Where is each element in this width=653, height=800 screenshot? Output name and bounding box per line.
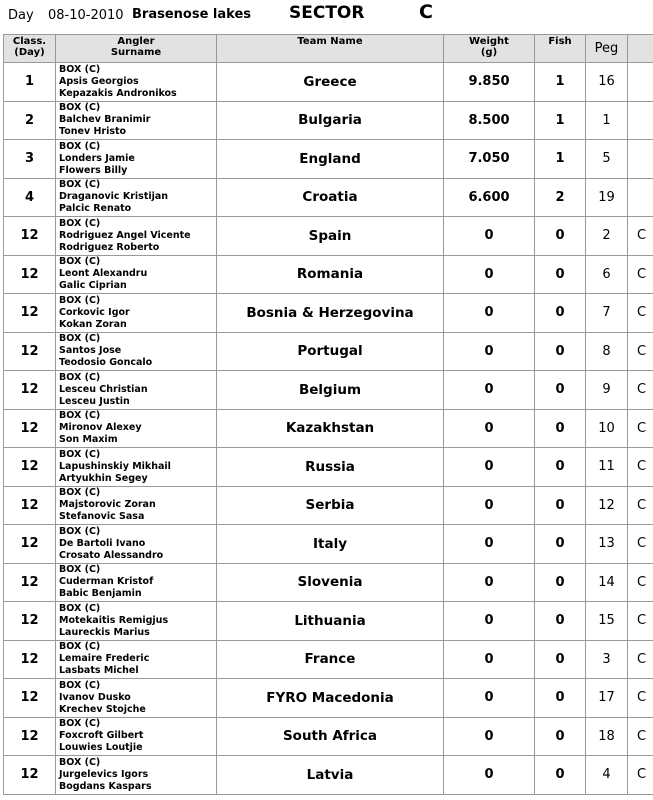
class-cell: 12 — [4, 525, 56, 564]
column-header-team: Team Name — [217, 35, 444, 63]
fish-cell: 0 — [535, 448, 586, 487]
weight-cell: 0 — [444, 640, 535, 679]
class-cell: 12 — [4, 602, 56, 641]
fish-cell: 1 — [535, 101, 586, 140]
team-cell: Italy — [217, 525, 444, 564]
angler-name-1: Lapushinskiy Mikhail — [59, 460, 171, 472]
team-cell: Belgium — [217, 371, 444, 410]
angler-name-1: Foxcroft Gilbert — [59, 730, 144, 742]
angler-name-1: Leont Alexandru — [59, 268, 148, 280]
peg-cell: 12 — [586, 486, 628, 525]
angler-name-2: Lesceu Justin — [59, 395, 130, 407]
table-body — [4, 63, 653, 795]
team-cell: Romania — [217, 255, 444, 294]
angler-cell — [56, 101, 217, 140]
angler-cell — [56, 640, 217, 679]
class-cell: 3 — [4, 140, 56, 179]
class-cell: 12 — [4, 640, 56, 679]
angler-name-2: Rodriguez Roberto — [59, 241, 160, 253]
angler-cell — [56, 63, 217, 102]
angler-name-1: Lesceu Christian — [59, 383, 148, 395]
box-label: BOX (C) — [59, 410, 101, 422]
table-row — [4, 255, 653, 294]
peg-cell: 3 — [586, 640, 628, 679]
angler-name-2: Kokan Zoran — [59, 318, 127, 330]
team-cell: Spain — [217, 217, 444, 256]
box-label: BOX (C) — [59, 679, 101, 691]
angler-name-2: Stefanovic Sasa — [59, 511, 145, 523]
team-cell: France — [217, 640, 444, 679]
angler-name-1: Draganovic Kristijan — [59, 191, 169, 203]
team-cell: Russia — [217, 448, 444, 487]
table-row — [4, 332, 653, 371]
weight-cell: 6.600 — [444, 178, 535, 217]
column-header-weight-line1: Weight — [469, 36, 509, 47]
status-cell: C — [628, 563, 653, 602]
table-row — [4, 525, 653, 564]
status-cell: C — [628, 332, 653, 371]
peg-cell: 10 — [586, 409, 628, 448]
box-label: BOX (C) — [59, 756, 101, 768]
status-cell: C — [628, 409, 653, 448]
sector-value: C — [419, 1, 433, 23]
fish-cell: 0 — [535, 332, 586, 371]
angler-name-2: Tonev Hristo — [59, 126, 127, 138]
weight-cell: 0 — [444, 409, 535, 448]
angler-cell — [56, 178, 217, 217]
box-label: BOX (C) — [59, 718, 101, 730]
box-label: BOX (C) — [59, 140, 101, 152]
angler-name-2: Laureckis Marius — [59, 626, 150, 638]
angler-cell — [56, 255, 217, 294]
angler-cell — [56, 294, 217, 333]
box-label: BOX (C) — [59, 487, 101, 499]
team-cell: South Africa — [217, 717, 444, 756]
table-row — [4, 371, 653, 410]
column-header-weight — [444, 35, 535, 63]
angler-name-2: Palcic Renato — [59, 203, 132, 215]
fish-cell: 2 — [535, 178, 586, 217]
column-header-class — [4, 35, 56, 63]
date-value: 08-10-2010 — [48, 8, 124, 23]
peg-cell: 6 — [586, 255, 628, 294]
status-cell: C — [628, 717, 653, 756]
day-label: Day — [8, 8, 34, 23]
weight-cell: 0 — [444, 294, 535, 333]
angler-name-1: Rodriguez Angel Vicente — [59, 229, 191, 241]
box-label: BOX (C) — [59, 294, 101, 306]
team-cell: Greece — [217, 63, 444, 102]
weight-cell: 0 — [444, 332, 535, 371]
fish-cell: 1 — [535, 140, 586, 179]
fish-cell: 0 — [535, 525, 586, 564]
weight-cell: 0 — [444, 679, 535, 718]
fish-cell: 0 — [535, 255, 586, 294]
angler-name-2: Bogdans Kaspars — [59, 780, 152, 792]
table-row — [4, 679, 653, 718]
angler-name-1: Balchev Branimir — [59, 114, 151, 126]
peg-cell: 4 — [586, 756, 628, 795]
angler-name-1: Majstorovic Zoran — [59, 499, 156, 511]
table-row — [4, 63, 653, 102]
team-cell: Croatia — [217, 178, 444, 217]
team-cell: Latvia — [217, 756, 444, 795]
team-cell: Bulgaria — [217, 101, 444, 140]
column-header-angler-line1: Angler — [117, 36, 155, 47]
table-row — [4, 602, 653, 641]
class-cell: 1 — [4, 63, 56, 102]
class-cell: 12 — [4, 294, 56, 333]
angler-cell — [56, 140, 217, 179]
box-label: BOX (C) — [59, 641, 101, 653]
table-row — [4, 756, 653, 795]
status-cell: C — [628, 756, 653, 795]
class-cell: 4 — [4, 178, 56, 217]
status-cell: C — [628, 217, 653, 256]
angler-cell — [56, 448, 217, 487]
peg-cell: 18 — [586, 717, 628, 756]
status-cell — [628, 63, 653, 102]
angler-name-2: Lasbats Michel — [59, 665, 139, 677]
table-row — [4, 563, 653, 602]
peg-cell: 1 — [586, 101, 628, 140]
status-cell: C — [628, 294, 653, 333]
weight-cell: 7.050 — [444, 140, 535, 179]
table-row — [4, 409, 653, 448]
angler-cell — [56, 563, 217, 602]
fish-cell: 0 — [535, 294, 586, 333]
angler-name-2: Artyukhin Segey — [59, 472, 148, 484]
box-label: BOX (C) — [59, 333, 101, 345]
angler-cell — [56, 486, 217, 525]
team-cell: FYRO Macedonia — [217, 679, 444, 718]
table-row — [4, 448, 653, 487]
angler-name-1: De Bartoli Ivano — [59, 537, 146, 549]
weight-cell: 0 — [444, 602, 535, 641]
angler-name-1: Cuderman Kristof — [59, 576, 154, 588]
box-label: BOX (C) — [59, 63, 101, 75]
table-header-row — [4, 35, 653, 63]
sector-label: SECTOR — [289, 3, 365, 23]
angler-name-2: Krechev Stojche — [59, 703, 146, 715]
angler-name-2: Galic Ciprian — [59, 280, 127, 292]
weight-cell: 0 — [444, 525, 535, 564]
team-cell: Kazakhstan — [217, 409, 444, 448]
class-cell: 12 — [4, 717, 56, 756]
column-header-fish: Fish — [535, 35, 586, 63]
location-name: Brasenose lakes — [132, 7, 251, 22]
class-cell: 12 — [4, 486, 56, 525]
team-cell: Serbia — [217, 486, 444, 525]
table-row — [4, 217, 653, 256]
weight-cell: 8.500 — [444, 101, 535, 140]
status-cell — [628, 101, 653, 140]
class-cell: 2 — [4, 101, 56, 140]
box-label: BOX (C) — [59, 102, 101, 114]
peg-cell: 8 — [586, 332, 628, 371]
box-label: BOX (C) — [59, 179, 101, 191]
weight-cell: 9.850 — [444, 63, 535, 102]
column-header-status — [628, 35, 653, 63]
peg-cell: 13 — [586, 525, 628, 564]
status-cell: C — [628, 640, 653, 679]
page-header — [0, 0, 653, 34]
weight-cell: 0 — [444, 255, 535, 294]
weight-cell: 0 — [444, 756, 535, 795]
fish-cell: 0 — [535, 486, 586, 525]
weight-cell: 0 — [444, 563, 535, 602]
angler-name-2: Babic Benjamin — [59, 588, 142, 600]
column-header-angler-line2: Surname — [110, 47, 162, 58]
angler-name-2: Crosato Alessandro — [59, 549, 164, 561]
box-label: BOX (C) — [59, 602, 101, 614]
angler-cell — [56, 679, 217, 718]
weight-cell: 0 — [444, 486, 535, 525]
box-label: BOX (C) — [59, 256, 101, 268]
angler-cell — [56, 602, 217, 641]
peg-cell: 19 — [586, 178, 628, 217]
angler-name-1: Mironov Alexey — [59, 422, 142, 434]
fish-cell: 0 — [535, 217, 586, 256]
table-row — [4, 640, 653, 679]
class-cell: 12 — [4, 255, 56, 294]
peg-cell: 5 — [586, 140, 628, 179]
angler-cell — [56, 409, 217, 448]
team-cell: Portugal — [217, 332, 444, 371]
column-header-weight-line2: (g) — [480, 47, 498, 58]
angler-name-2: Louwies Loutjie — [59, 742, 143, 754]
fish-cell: 0 — [535, 640, 586, 679]
table-row — [4, 178, 653, 217]
team-cell: Bosnia & Herzegovina — [217, 294, 444, 333]
angler-name-1: Motekaitis Remigjus — [59, 614, 169, 626]
weight-cell: 0 — [444, 371, 535, 410]
status-cell: C — [628, 679, 653, 718]
status-cell: C — [628, 448, 653, 487]
angler-name-1: Apsis Georgios — [59, 75, 139, 87]
angler-cell — [56, 756, 217, 795]
box-label: BOX (C) — [59, 525, 101, 537]
peg-cell: 7 — [586, 294, 628, 333]
column-header-peg: Peg — [586, 35, 628, 63]
angler-name-2: Son Maxim — [59, 434, 118, 446]
peg-cell: 2 — [586, 217, 628, 256]
class-cell: 12 — [4, 679, 56, 718]
angler-cell — [56, 525, 217, 564]
angler-cell — [56, 371, 217, 410]
class-cell: 12 — [4, 756, 56, 795]
angler-cell — [56, 717, 217, 756]
status-cell: C — [628, 255, 653, 294]
fish-cell: 0 — [535, 602, 586, 641]
angler-name-1: Jurgelevics Igors — [59, 768, 149, 780]
table-row — [4, 294, 653, 333]
weight-cell: 0 — [444, 448, 535, 487]
weight-cell: 0 — [444, 717, 535, 756]
status-cell: C — [628, 525, 653, 564]
class-cell: 12 — [4, 563, 56, 602]
box-label: BOX (C) — [59, 448, 101, 460]
class-cell: 12 — [4, 409, 56, 448]
box-label: BOX (C) — [59, 371, 101, 383]
class-cell: 12 — [4, 217, 56, 256]
angler-name-1: Londers Jamie — [59, 152, 135, 164]
column-header-class-line2: (Day) — [14, 47, 45, 58]
fish-cell: 0 — [535, 756, 586, 795]
class-cell: 12 — [4, 371, 56, 410]
angler-name-2: Flowers Billy — [59, 164, 128, 176]
class-cell: 12 — [4, 448, 56, 487]
team-cell: England — [217, 140, 444, 179]
fish-cell: 0 — [535, 409, 586, 448]
status-cell: C — [628, 486, 653, 525]
status-cell — [628, 140, 653, 179]
angler-name-2: Kepazakis Andronikos — [59, 87, 177, 99]
status-cell — [628, 178, 653, 217]
peg-cell: 17 — [586, 679, 628, 718]
weight-cell: 0 — [444, 217, 535, 256]
peg-cell: 14 — [586, 563, 628, 602]
fish-cell: 0 — [535, 563, 586, 602]
status-cell: C — [628, 371, 653, 410]
angler-name-2: Teodosio Goncalo — [59, 357, 153, 369]
angler-cell — [56, 332, 217, 371]
results-table — [3, 34, 653, 795]
box-label: BOX (C) — [59, 564, 101, 576]
fish-cell: 1 — [535, 63, 586, 102]
box-label: BOX (C) — [59, 217, 101, 229]
angler-cell — [56, 217, 217, 256]
fish-cell: 0 — [535, 679, 586, 718]
angler-name-1: Corkovic Igor — [59, 306, 130, 318]
angler-name-1: Ivanov Dusko — [59, 691, 131, 703]
angler-name-1: Santos Jose — [59, 345, 122, 357]
peg-cell: 9 — [586, 371, 628, 410]
fish-cell: 0 — [535, 717, 586, 756]
class-cell: 12 — [4, 332, 56, 371]
peg-cell: 16 — [586, 63, 628, 102]
table-row — [4, 140, 653, 179]
status-cell: C — [628, 602, 653, 641]
peg-cell: 11 — [586, 448, 628, 487]
team-cell: Lithuania — [217, 602, 444, 641]
table-row — [4, 486, 653, 525]
table-row — [4, 717, 653, 756]
peg-cell: 15 — [586, 602, 628, 641]
angler-name-1: Lemaire Frederic — [59, 653, 150, 665]
column-header-angler — [56, 35, 217, 63]
team-cell: Slovenia — [217, 563, 444, 602]
column-header-class-line1: Class. — [12, 36, 47, 47]
table-row — [4, 101, 653, 140]
fish-cell: 0 — [535, 371, 586, 410]
